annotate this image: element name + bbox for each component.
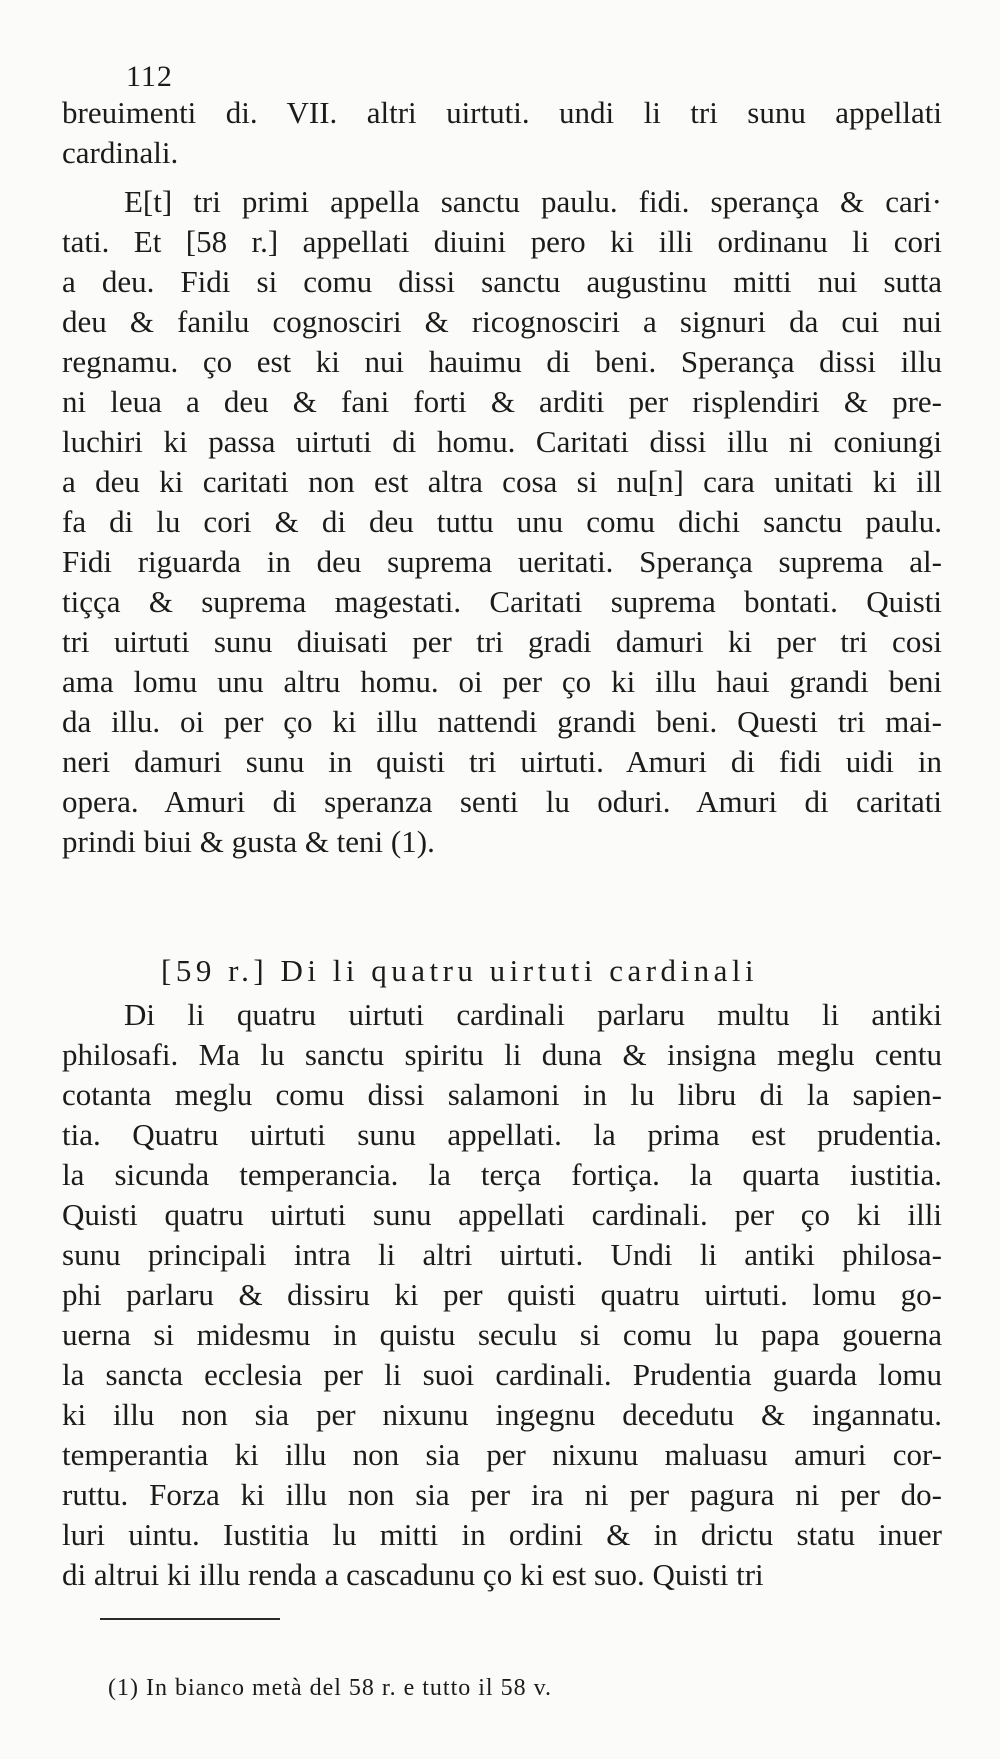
footnote-rule: [100, 1618, 280, 1620]
text-line: opera. Amuri di speranza senti lu oduri. Amuri di caritati: [62, 784, 942, 819]
text-line: cardinali.: [62, 135, 179, 170]
text-line: tati. Et [58 r.] appellati diuini pero ki illi ordinanu li cori: [62, 224, 942, 259]
text-line: cotanta meglu comu dissi salamoni in lu libru di la sapien-: [62, 1077, 942, 1112]
section-heading-block: [62, 951, 942, 991]
text-line: deu & fanilu cognosciri & ricognosciri a signuri da cui nui: [62, 304, 942, 339]
footnote: (1) In bianco metà del 58 r. e tutto il 58 v.: [108, 1675, 553, 1701]
text-line: ama lomu unu altru homu. oi per ço ki illu haui grandi beni: [62, 664, 942, 699]
text-line: sunu principali intra li altri uirtuti. Undi li antiki philosa-: [62, 1237, 942, 1272]
text-line: E[t] tri primi appella sanctu paulu. fidi. sperança & cari·: [124, 184, 942, 219]
text-line: Fidi riguarda in deu suprema ueritati. Sperança suprema al-: [62, 544, 942, 579]
text-line: ni leua a deu & fani forti & arditi per risplendiri & pre-: [62, 384, 942, 419]
page-number: 112: [126, 60, 173, 93]
text-line: a deu ki caritati non est altra cosa si nu[n] cara unitati ki ill: [62, 464, 942, 499]
text-line: la sicunda temperancia. la terça fortiça. la quarta iustitia.: [62, 1157, 942, 1192]
text-line: temperantia ki illu non sia per nixunu maluasu amuri cor-: [62, 1437, 942, 1472]
text-line: di altrui ki illu renda a cascadunu ço ki est suo. Quisti tri: [62, 1557, 764, 1592]
text-line: tri uirtuti sunu diuisati per tri gradi damuri ki per tri cosi: [62, 624, 942, 659]
text-line: a deu. Fidi si comu dissi sanctu augustinu mitti nui sutta: [62, 264, 942, 299]
text-line: philosafi. Ma lu sanctu spiritu li duna & insigna meglu centu: [62, 1037, 942, 1072]
text-line: phi parlaru & dissiru ki per quisti quatru uirtuti. lomu go-: [62, 1277, 942, 1312]
paragraph-1: [62, 93, 942, 173]
text-line: fa di lu cori & di deu tuttu unu comu dichi sanctu paulu.: [62, 504, 942, 539]
text-line: breuimenti di. VII. altri uirtuti. undi li tri sunu appellati: [62, 95, 942, 130]
text-line: tia. Quatru uirtuti sunu appellati. la prima est prudentia.: [62, 1117, 942, 1152]
section-heading: [59 r.] Di li quatru uirtuti cardinali: [161, 953, 759, 988]
text-line: ki illu non sia per nixunu ingegnu decedutu & ingannatu.: [62, 1397, 942, 1432]
text-line: tiçça & suprema magestati. Caritati suprema bontati. Quisti: [62, 584, 942, 619]
paragraph-2: [62, 182, 942, 862]
text-line: prindi biui & gusta & teni (1).: [62, 824, 435, 859]
paragraph-3: [62, 995, 942, 1595]
text-line: neri damuri sunu in quisti tri uirtuti. Amuri di fidi uidi in: [62, 744, 942, 779]
text-line: Di li quatru uirtuti cardinali parlaru multu li antiki: [124, 997, 942, 1032]
text-line: Quisti quatru uirtuti sunu appellati cardinali. per ço ki illi: [62, 1197, 942, 1232]
text-line: ruttu. Forza ki illu non sia per ira ni per pagura ni per do-: [62, 1477, 942, 1512]
text-line: regnamu. ço est ki nui hauimu di beni. Sperança dissi illu: [62, 344, 942, 379]
text-line: da illu. oi per ço ki illu nattendi grandi beni. Questi tri mai-: [62, 704, 942, 739]
text-line: luri uintu. Iustitia lu mitti in ordini & in drictu statu inuer: [62, 1517, 942, 1552]
text-line: luchiri ki passa uirtuti di homu. Caritati dissi illu ni coniungi: [62, 424, 942, 459]
text-line: la sancta ecclesia per li suoi cardinali. Prudentia guarda lomu: [62, 1357, 942, 1392]
text-line: uerna si midesmu in quistu seculu si comu lu papa gouerna: [62, 1317, 942, 1352]
